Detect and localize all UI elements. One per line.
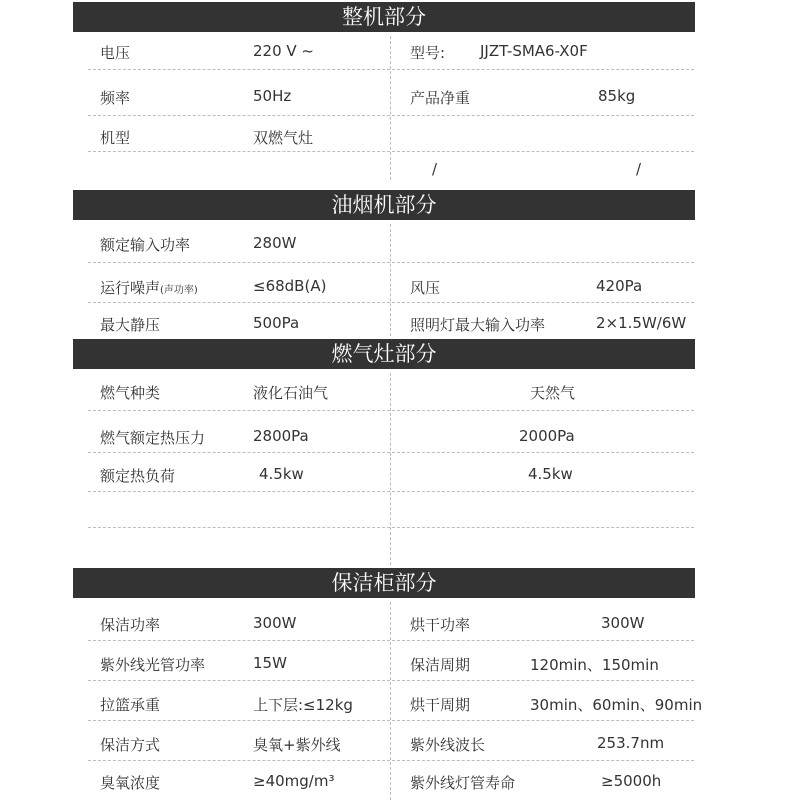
gas-pressure-label: 燃气额定热压力 [100, 429, 206, 447]
uv-lamp-life-value: ≥5000h [601, 772, 662, 790]
clean-method-value: 臭氧+紫外线 [253, 736, 341, 754]
row-divider [88, 640, 694, 641]
gas-type-label: 燃气种类 [100, 384, 161, 402]
noise-value: ≤68dB(A) [253, 277, 327, 295]
row-divider [88, 720, 694, 721]
section-header-whole: 整机部分 [73, 2, 695, 32]
uv-wavelength-value: 253.7nm [597, 734, 665, 752]
section-header-cabinet: 保洁柜部分 [73, 568, 695, 598]
section-header-hood: 油烟机部分 [73, 190, 695, 220]
uv-power-label: 紫外线光管功率 [100, 656, 206, 674]
column-divider [390, 602, 391, 800]
empty-slash-2: / [636, 160, 642, 178]
clean-cycle-label: 保洁周期 [410, 656, 471, 674]
clean-cycle-value: 120min、150min [530, 656, 659, 674]
dry-power-label: 烘干功率 [410, 616, 471, 634]
noise-sub-label: (声功率) [160, 285, 198, 296]
uv-lamp-life-label: 紫外线灯管寿命 [410, 774, 516, 792]
voltage-value: 220 V ~ [253, 42, 314, 60]
weight-value: 85kg [598, 87, 636, 105]
model-label: 型号: [410, 44, 446, 62]
dry-power-value: 300W [601, 614, 645, 632]
empty-slash-1: / [432, 160, 438, 178]
row-divider [88, 760, 694, 761]
uv-wavelength-label: 紫外线波长 [410, 736, 486, 754]
clean-power-value: 300W [253, 614, 297, 632]
heat-load-lpg: 4.5kw [259, 465, 304, 483]
row-divider [88, 410, 694, 411]
row-divider [88, 527, 694, 528]
column-divider [390, 373, 391, 565]
wind-pressure-value: 420Pa [596, 277, 643, 295]
row-divider [88, 680, 694, 681]
noise-label: 运行噪声(声功率) [100, 279, 198, 297]
model-value: JJZT-SMA6-X0F [480, 42, 588, 60]
gas-pressure-lpg: 2800Pa [253, 427, 309, 445]
row-divider [88, 452, 694, 453]
heat-load-label: 额定热负荷 [100, 467, 176, 485]
basket-load-value: 上下层:≤12kg [253, 696, 353, 714]
gas-type-lpg: 液化石油气 [253, 384, 329, 402]
weight-label: 产品净重 [410, 89, 471, 107]
dry-cycle-label: 烘干周期 [410, 696, 471, 714]
frequency-label: 频率 [100, 89, 131, 107]
column-divider [390, 224, 391, 336]
basket-load-label: 拉篮承重 [100, 696, 161, 714]
section-header-stove: 燃气灶部分 [73, 339, 695, 369]
clean-method-label: 保洁方式 [100, 736, 161, 754]
type-label: 机型 [100, 129, 131, 147]
light-power-value: 2×1.5W/6W [596, 314, 687, 332]
row-divider [88, 69, 694, 70]
uv-power-value: 15W [253, 654, 287, 672]
gas-type-ng: 天然气 [530, 384, 576, 402]
heat-load-ng: 4.5kw [528, 465, 573, 483]
type-value: 双燃气灶 [253, 129, 314, 147]
clean-power-label: 保洁功率 [100, 616, 161, 634]
gas-pressure-ng: 2000Pa [519, 427, 575, 445]
light-power-label: 照明灯最大输入功率 [410, 316, 546, 334]
ozone-concentration-value: ≥40mg/m³ [253, 772, 335, 790]
dry-cycle-value: 30min、60min、90min [530, 696, 703, 714]
row-divider [88, 302, 694, 303]
rated-power-label: 额定输入功率 [100, 236, 191, 254]
static-pressure-label: 最大静压 [100, 316, 161, 334]
frequency-value: 50Hz [253, 87, 292, 105]
voltage-label: 电压 [100, 44, 131, 62]
ozone-concentration-label: 臭氧浓度 [100, 774, 161, 792]
wind-pressure-label: 风压 [410, 279, 441, 297]
row-divider [88, 262, 694, 263]
rated-power-value: 280W [253, 234, 297, 252]
row-divider [88, 151, 694, 152]
row-divider [88, 115, 694, 116]
row-divider [88, 491, 694, 492]
static-pressure-value: 500Pa [253, 314, 300, 332]
column-divider [390, 36, 391, 180]
